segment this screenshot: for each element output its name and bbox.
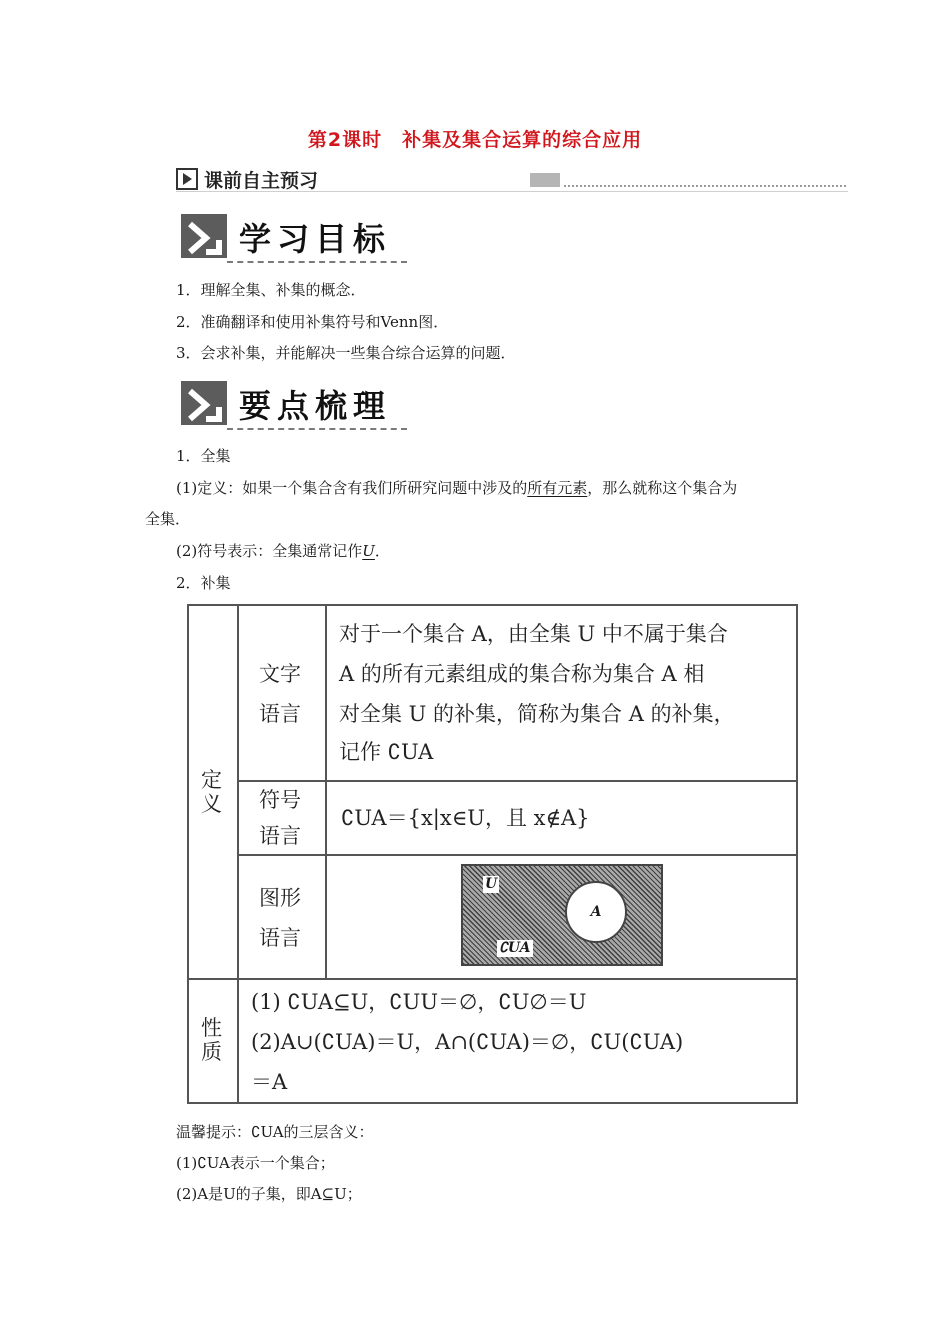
preview-bar-block	[530, 173, 560, 187]
tip-item: (1)∁UA表示一个集合；	[176, 1154, 335, 1172]
underlined-answer: 所有元素	[527, 479, 588, 497]
section-points-title: 要点梳理	[239, 387, 392, 425]
page-title: 第2课时 补集及集合运算的综合应用	[307, 129, 643, 151]
section-arrow-icon	[181, 214, 227, 258]
goal-item: 3．会求补集，并能解决一些集合综合运算的问题．	[176, 344, 516, 362]
section-points-rule	[227, 428, 407, 430]
word-language-line: 记作 ∁UA	[339, 740, 434, 764]
venn-set-label: A	[590, 904, 602, 920]
venn-complement-label: ∁UA	[499, 940, 531, 956]
universal-definition: (1)定义：如果一个集合含有我们所研究问题中涉及的所有元素，那么就称这个集合为	[176, 479, 738, 497]
universal-symbol: (2)符号表示：全集通常记作U．	[176, 542, 390, 560]
section-arrow-icon	[181, 381, 227, 425]
tip-item: (2)A是U的子集，即A⊆U；	[176, 1185, 362, 1203]
universal-set-heading: 1．全集	[176, 447, 231, 465]
preview-bar-rule	[176, 191, 848, 192]
section-points-heading	[181, 381, 409, 429]
section-goals-heading	[181, 214, 409, 262]
symbol-language-label: 符号语言	[259, 788, 301, 848]
word-language-line: A 的所有元素组成的集合称为集合 A 相	[339, 662, 705, 686]
define-column-label: 定义	[201, 768, 222, 816]
underlined-answer: U	[362, 542, 375, 560]
word-language-label: 文字语言	[259, 662, 301, 726]
venn-universe-label: U	[485, 876, 498, 892]
venn-set-circle	[565, 881, 627, 943]
graph-language-label: 图形语言	[259, 886, 301, 950]
preview-section-bar	[176, 166, 848, 192]
play-arrow-icon	[176, 168, 198, 190]
complement-heading: 2．补集	[176, 574, 231, 592]
word-language-line: 对于一个集合 A，由全集 U 中不属于集合	[339, 622, 728, 646]
goal-item: 1．理解全集、补集的概念．	[176, 281, 366, 299]
section-goals-rule	[227, 261, 407, 263]
property-line: (2)A∪(∁UA)＝U，A∩(∁UA)＝∅，∁U(∁UA)	[251, 1030, 684, 1054]
universal-definition-cont: 全集．	[145, 510, 191, 528]
property-column-label: 性质	[201, 1016, 222, 1064]
preview-bar-dots	[564, 185, 846, 187]
preview-label: 课前自主预习	[204, 170, 319, 192]
property-line: ＝A	[251, 1070, 288, 1094]
venn-diagram	[461, 864, 663, 966]
section-goals-title: 学习目标	[239, 220, 392, 258]
symbol-language-formula: ∁UA＝{x|x∈U，且 x∉A}	[341, 806, 590, 830]
word-language-line: 对全集 U 的补集，简称为集合 A 的补集，	[339, 702, 735, 726]
tip-heading: 温馨提示：∁UA的三层含义：	[176, 1123, 374, 1141]
goal-item: 2．准确翻译和使用补集符号和Venn图．	[176, 313, 449, 331]
complement-table	[187, 604, 798, 1104]
property-line: (1) ∁UA⊆U，∁UU＝∅，∁U∅＝U	[251, 990, 587, 1014]
